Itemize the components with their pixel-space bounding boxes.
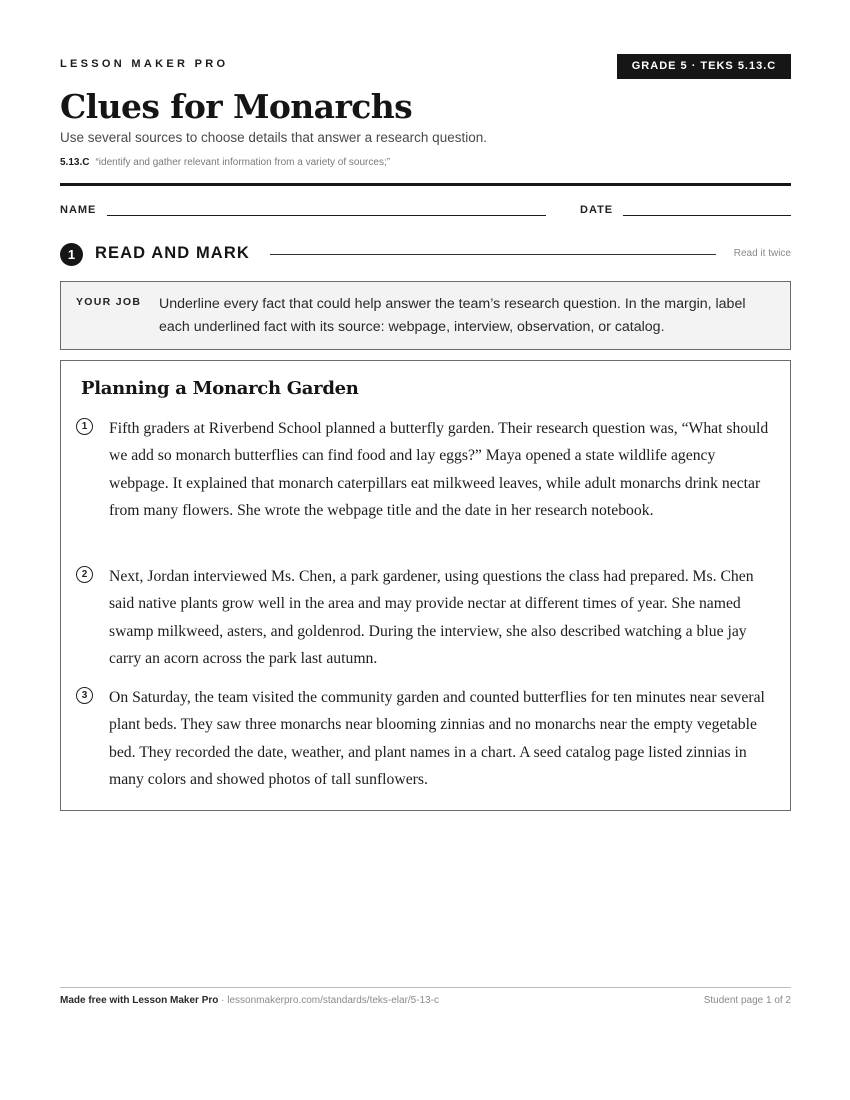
standard-text: “identify and gather relevant information from a variety of sources;” <box>95 157 391 168</box>
passage-title: Planning a Monarch Garden <box>81 378 359 399</box>
section-divider <box>270 254 716 255</box>
step-number-badge: 1 <box>60 243 83 266</box>
footer-made-with: Made free with Lesson Maker Pro <box>60 995 219 1006</box>
paragraph-number: 2 <box>76 566 93 583</box>
paragraph-text: Fifth graders at Riverbend School planned a butterfly garden. Their research question was, “What should we add so monarch butterflies can find food and lay eggs?” Maya opened a state wildlife agency webpage. It explained that monarch caterpillars eat milkweed leaves, while adult monarchs drink nectar from many flowers. She wrote the webpage title and the date in her research notebook. <box>109 420 769 519</box>
footer-page-number: Student page 1 of 2 <box>703 995 791 1006</box>
your-job-instructions: Underline every fact that could help answer the team’s research question. In the margin, label each underlined fact with its source: webpage, interview, observation, or catalog. <box>159 296 746 335</box>
page-title: Clues for Monarchs <box>60 87 413 126</box>
date-field[interactable] <box>623 215 791 216</box>
your-job-label: YOUR JOB <box>76 296 142 308</box>
footer-url[interactable]: · lessonmakerpro.com/standards/teks-elar/5-13-c <box>218 995 440 1006</box>
name-label: NAME <box>60 204 97 216</box>
standard-reference <box>60 157 390 168</box>
brand-name: LESSON MAKER PRO <box>60 58 229 70</box>
footer-credit <box>60 995 439 1006</box>
reading-passage <box>60 360 791 811</box>
footer-divider <box>60 987 791 988</box>
name-field[interactable] <box>107 215 546 216</box>
paragraph-number: 3 <box>76 687 93 704</box>
section-note: Read it twice <box>733 248 791 259</box>
worksheet-page <box>60 0 791 1100</box>
header-divider <box>60 183 791 186</box>
your-job-box <box>60 281 791 350</box>
standard-code: 5.13.C <box>60 157 90 168</box>
paragraph-text: On Saturday, the team visited the community garden and counted butterflies for ten minutes near several plant beds. They saw three monarchs near blooming zinnias and no monarchs near the empty vegetable bed. They recorded the date, weather, and plant names in a chart. A seed catalog page listed zinnias in many colors and showed photos of tall sunflowers. <box>109 689 765 788</box>
paragraph-number: 1 <box>76 418 93 435</box>
section-title: READ AND MARK <box>95 244 250 262</box>
date-label: DATE <box>580 204 614 216</box>
page-subtitle: Use several sources to choose details that answer a research question. <box>60 130 487 145</box>
grade-badge: GRADE 5 · TEKS 5.13.C <box>617 54 791 79</box>
paragraph-text: Next, Jordan interviewed Ms. Chen, a park gardener, using questions the class had prepared. Ms. Chen said native plants grow well in the area and may provide nectar at different times of year. She named swamp milkweed, asters, and goldenrod. During the interview, she also described watching a blue jay carry an acorn across the park last autumn. <box>109 568 754 667</box>
